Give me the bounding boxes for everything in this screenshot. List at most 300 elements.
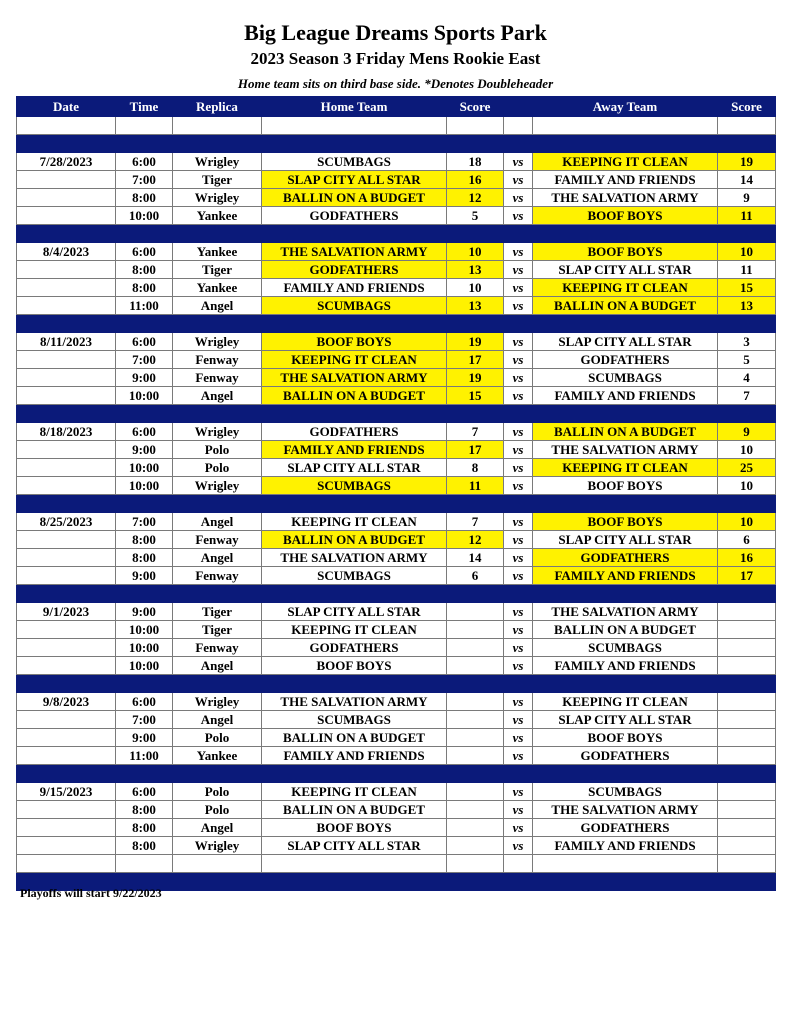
- empty-cell: [718, 585, 776, 603]
- away-team: SCUMBAGS: [533, 639, 718, 657]
- empty-cell: [447, 117, 504, 135]
- away-team: SLAP CITY ALL STAR: [533, 711, 718, 729]
- game-row: [17, 639, 776, 657]
- away-score: [718, 621, 776, 639]
- home-score: 18: [447, 153, 504, 171]
- away-score: 10: [718, 477, 776, 495]
- game-time: 8:00: [116, 819, 173, 837]
- column-header-home-team: Home Team: [262, 97, 447, 117]
- away-team: SCUMBAGS: [533, 369, 718, 387]
- away-team: KEEPING IT CLEAN: [533, 153, 718, 171]
- away-team: GODFATHERS: [533, 747, 718, 765]
- game-field: Polo: [173, 729, 262, 747]
- empty-cell: [116, 405, 173, 423]
- game-time: 6:00: [116, 243, 173, 261]
- home-score: 10: [447, 279, 504, 297]
- game-field: Tiger: [173, 603, 262, 621]
- away-score: [718, 711, 776, 729]
- empty-cell: [718, 675, 776, 693]
- home-team: SLAP CITY ALL STAR: [262, 837, 447, 855]
- game-row: [17, 531, 776, 549]
- home-score: 6: [447, 567, 504, 585]
- away-team: THE SALVATION ARMY: [533, 441, 718, 459]
- home-team: SCUMBAGS: [262, 153, 447, 171]
- game-field: Angel: [173, 819, 262, 837]
- empty-cell: [504, 135, 533, 153]
- empty-cell: [17, 225, 116, 243]
- empty-cell: [533, 585, 718, 603]
- home-team: SCUMBAGS: [262, 711, 447, 729]
- empty-cell: [533, 135, 718, 153]
- game-row: [17, 549, 776, 567]
- empty-cell: [447, 135, 504, 153]
- home-team: GODFATHERS: [262, 423, 447, 441]
- away-team: KEEPING IT CLEAN: [533, 459, 718, 477]
- home-score: [447, 711, 504, 729]
- game-row: [17, 207, 776, 225]
- game-field: Polo: [173, 783, 262, 801]
- game-row: [17, 369, 776, 387]
- week-separator: [17, 135, 776, 153]
- empty-cell: [718, 405, 776, 423]
- away-team: GODFATHERS: [533, 549, 718, 567]
- empty-cell: [533, 117, 718, 135]
- game-date: [17, 171, 116, 189]
- empty-cell: [17, 405, 116, 423]
- game-field: Wrigley: [173, 837, 262, 855]
- column-header-replica: Replica: [173, 97, 262, 117]
- empty-cell: [262, 855, 447, 873]
- game-date: [17, 207, 116, 225]
- home-team: KEEPING IT CLEAN: [262, 621, 447, 639]
- game-date: [17, 477, 116, 495]
- game-row: [17, 261, 776, 279]
- empty-cell: [173, 315, 262, 333]
- away-team: BOOF BOYS: [533, 243, 718, 261]
- vs-label: vs: [504, 441, 533, 459]
- game-row: [17, 387, 776, 405]
- empty-cell: [173, 873, 262, 891]
- away-score: 5: [718, 351, 776, 369]
- game-time: 9:00: [116, 441, 173, 459]
- home-score: 5: [447, 207, 504, 225]
- game-time: 10:00: [116, 207, 173, 225]
- game-row: [17, 171, 776, 189]
- empty-cell: [504, 765, 533, 783]
- home-team: BALLIN ON A BUDGET: [262, 387, 447, 405]
- game-row: [17, 747, 776, 765]
- away-team: FAMILY AND FRIENDS: [533, 657, 718, 675]
- home-score: 19: [447, 369, 504, 387]
- game-field: Yankee: [173, 279, 262, 297]
- vs-label: vs: [504, 621, 533, 639]
- game-date: [17, 621, 116, 639]
- game-row: [17, 513, 776, 531]
- away-team: THE SALVATION ARMY: [533, 801, 718, 819]
- game-time: 6:00: [116, 333, 173, 351]
- game-date: [17, 297, 116, 315]
- home-team: KEEPING IT CLEAN: [262, 783, 447, 801]
- empty-cell: [718, 873, 776, 891]
- empty-cell: [173, 675, 262, 693]
- away-score: [718, 801, 776, 819]
- home-score: [447, 693, 504, 711]
- empty-cell: [718, 855, 776, 873]
- game-time: 8:00: [116, 837, 173, 855]
- column-header-away-team: Away Team: [533, 97, 718, 117]
- game-field: Angel: [173, 711, 262, 729]
- home-score: 12: [447, 531, 504, 549]
- empty-cell: [504, 855, 533, 873]
- away-score: [718, 819, 776, 837]
- vs-label: vs: [504, 369, 533, 387]
- game-time: 6:00: [116, 783, 173, 801]
- empty-cell: [718, 315, 776, 333]
- game-date: [17, 459, 116, 477]
- schedule-table: [16, 96, 776, 891]
- away-score: [718, 639, 776, 657]
- away-team: KEEPING IT CLEAN: [533, 279, 718, 297]
- away-score: 19: [718, 153, 776, 171]
- game-date: [17, 837, 116, 855]
- vs-label: vs: [504, 423, 533, 441]
- game-date: [17, 441, 116, 459]
- empty-cell: [447, 855, 504, 873]
- blank-row: [17, 117, 776, 135]
- empty-cell: [173, 405, 262, 423]
- vs-label: vs: [504, 711, 533, 729]
- away-score: [718, 837, 776, 855]
- empty-cell: [504, 315, 533, 333]
- empty-cell: [262, 225, 447, 243]
- empty-cell: [504, 405, 533, 423]
- home-team: BALLIN ON A BUDGET: [262, 531, 447, 549]
- home-score: 15: [447, 387, 504, 405]
- game-row: [17, 477, 776, 495]
- empty-cell: [447, 315, 504, 333]
- game-date: [17, 261, 116, 279]
- vs-label: vs: [504, 603, 533, 621]
- away-score: 25: [718, 459, 776, 477]
- game-time: 9:00: [116, 567, 173, 585]
- game-field: Polo: [173, 459, 262, 477]
- game-time: 9:00: [116, 729, 173, 747]
- away-team: SLAP CITY ALL STAR: [533, 333, 718, 351]
- game-row: [17, 279, 776, 297]
- empty-cell: [262, 765, 447, 783]
- away-score: [718, 729, 776, 747]
- vs-label: vs: [504, 153, 533, 171]
- game-row: [17, 693, 776, 711]
- game-time: 8:00: [116, 189, 173, 207]
- away-score: 7: [718, 387, 776, 405]
- home-team: GODFATHERS: [262, 261, 447, 279]
- game-date: [17, 189, 116, 207]
- game-row: [17, 189, 776, 207]
- away-team: FAMILY AND FRIENDS: [533, 837, 718, 855]
- game-row: [17, 603, 776, 621]
- game-date: [17, 531, 116, 549]
- vs-label: vs: [504, 837, 533, 855]
- game-field: Angel: [173, 657, 262, 675]
- home-team: BALLIN ON A BUDGET: [262, 729, 447, 747]
- game-row: [17, 297, 776, 315]
- away-team: THE SALVATION ARMY: [533, 603, 718, 621]
- vs-label: vs: [504, 297, 533, 315]
- away-score: 4: [718, 369, 776, 387]
- game-time: 7:00: [116, 711, 173, 729]
- away-team: GODFATHERS: [533, 351, 718, 369]
- away-team: FAMILY AND FRIENDS: [533, 171, 718, 189]
- game-row: [17, 441, 776, 459]
- vs-label: vs: [504, 351, 533, 369]
- vs-label: vs: [504, 639, 533, 657]
- empty-cell: [447, 495, 504, 513]
- empty-cell: [533, 225, 718, 243]
- home-team: KEEPING IT CLEAN: [262, 351, 447, 369]
- empty-cell: [116, 495, 173, 513]
- vs-label: vs: [504, 387, 533, 405]
- game-field: Fenway: [173, 531, 262, 549]
- game-field: Wrigley: [173, 423, 262, 441]
- game-date: [17, 387, 116, 405]
- game-row: [17, 657, 776, 675]
- empty-cell: [504, 495, 533, 513]
- week-separator: [17, 765, 776, 783]
- game-time: 10:00: [116, 657, 173, 675]
- week-separator: [17, 585, 776, 603]
- empty-cell: [447, 873, 504, 891]
- away-score: 16: [718, 549, 776, 567]
- home-team: BOOF BOYS: [262, 819, 447, 837]
- game-row: [17, 837, 776, 855]
- empty-cell: [17, 135, 116, 153]
- away-team: BOOF BOYS: [533, 513, 718, 531]
- home-score: 11: [447, 477, 504, 495]
- game-row: [17, 711, 776, 729]
- game-time: 10:00: [116, 459, 173, 477]
- home-team: SCUMBAGS: [262, 297, 447, 315]
- vs-label: vs: [504, 531, 533, 549]
- empty-cell: [116, 675, 173, 693]
- home-team: FAMILY AND FRIENDS: [262, 279, 447, 297]
- game-time: 8:00: [116, 549, 173, 567]
- away-team: SCUMBAGS: [533, 783, 718, 801]
- playoffs-note: Playoffs will start 9/22/2023: [20, 886, 162, 900]
- empty-cell: [262, 495, 447, 513]
- game-date: [17, 369, 116, 387]
- empty-cell: [533, 495, 718, 513]
- game-field: Angel: [173, 387, 262, 405]
- home-team: SCUMBAGS: [262, 567, 447, 585]
- home-team: SLAP CITY ALL STAR: [262, 171, 447, 189]
- empty-cell: [262, 675, 447, 693]
- page-subtitle: 2023 Season 3 Friday Mens Rookie East: [250, 49, 541, 68]
- empty-cell: [17, 675, 116, 693]
- home-team: FAMILY AND FRIENDS: [262, 747, 447, 765]
- away-score: [718, 747, 776, 765]
- game-row: [17, 729, 776, 747]
- away-score: [718, 783, 776, 801]
- away-score: 14: [718, 171, 776, 189]
- home-team: THE SALVATION ARMY: [262, 369, 447, 387]
- home-team: GODFATHERS: [262, 207, 447, 225]
- away-team: BOOF BOYS: [533, 477, 718, 495]
- game-date: [17, 747, 116, 765]
- empty-cell: [262, 405, 447, 423]
- game-date: [17, 279, 116, 297]
- game-row: [17, 819, 776, 837]
- vs-label: vs: [504, 657, 533, 675]
- game-field: Fenway: [173, 369, 262, 387]
- empty-cell: [718, 117, 776, 135]
- game-date: [17, 801, 116, 819]
- game-time: 6:00: [116, 693, 173, 711]
- away-score: 11: [718, 207, 776, 225]
- empty-cell: [262, 585, 447, 603]
- game-row: [17, 621, 776, 639]
- week-separator: [17, 315, 776, 333]
- vs-label: vs: [504, 801, 533, 819]
- game-time: 6:00: [116, 153, 173, 171]
- empty-cell: [173, 117, 262, 135]
- game-field: Fenway: [173, 639, 262, 657]
- empty-cell: [533, 873, 718, 891]
- home-score: [447, 657, 504, 675]
- game-field: Wrigley: [173, 693, 262, 711]
- empty-cell: [447, 675, 504, 693]
- away-team: FAMILY AND FRIENDS: [533, 387, 718, 405]
- game-time: 8:00: [116, 261, 173, 279]
- game-row: [17, 801, 776, 819]
- away-team: BALLIN ON A BUDGET: [533, 423, 718, 441]
- away-team: BALLIN ON A BUDGET: [533, 297, 718, 315]
- game-time: 10:00: [116, 621, 173, 639]
- home-team: KEEPING IT CLEAN: [262, 513, 447, 531]
- column-header-vs: [504, 97, 533, 117]
- away-score: [718, 603, 776, 621]
- game-date: [17, 729, 116, 747]
- home-score: [447, 783, 504, 801]
- week-separator: [17, 225, 776, 243]
- empty-cell: [116, 315, 173, 333]
- vs-label: vs: [504, 513, 533, 531]
- home-score: 12: [447, 189, 504, 207]
- home-team: SLAP CITY ALL STAR: [262, 603, 447, 621]
- empty-cell: [504, 873, 533, 891]
- away-score: 9: [718, 423, 776, 441]
- empty-cell: [447, 405, 504, 423]
- home-score: [447, 639, 504, 657]
- game-row: [17, 153, 776, 171]
- game-date: [17, 657, 116, 675]
- away-score: 6: [718, 531, 776, 549]
- game-date: 8/11/2023: [17, 333, 116, 351]
- game-field: Polo: [173, 441, 262, 459]
- empty-cell: [173, 495, 262, 513]
- empty-cell: [504, 675, 533, 693]
- away-team: SLAP CITY ALL STAR: [533, 261, 718, 279]
- vs-label: vs: [504, 333, 533, 351]
- home-team: BALLIN ON A BUDGET: [262, 801, 447, 819]
- empty-cell: [17, 117, 116, 135]
- game-date: [17, 351, 116, 369]
- home-score: 17: [447, 441, 504, 459]
- game-date: 9/1/2023: [17, 603, 116, 621]
- game-row: [17, 567, 776, 585]
- away-team: BALLIN ON A BUDGET: [533, 621, 718, 639]
- game-time: 8:00: [116, 279, 173, 297]
- home-score: [447, 747, 504, 765]
- empty-cell: [17, 315, 116, 333]
- home-team: FAMILY AND FRIENDS: [262, 441, 447, 459]
- game-date: 8/4/2023: [17, 243, 116, 261]
- away-team: FAMILY AND FRIENDS: [533, 567, 718, 585]
- away-team: KEEPING IT CLEAN: [533, 693, 718, 711]
- empty-cell: [173, 585, 262, 603]
- game-time: 9:00: [116, 369, 173, 387]
- game-field: Tiger: [173, 261, 262, 279]
- empty-cell: [17, 585, 116, 603]
- blank-row: [17, 855, 776, 873]
- game-field: Fenway: [173, 351, 262, 369]
- away-score: 15: [718, 279, 776, 297]
- column-header-away-score: Score: [718, 97, 776, 117]
- game-time: 9:00: [116, 603, 173, 621]
- away-score: 10: [718, 441, 776, 459]
- home-score: 14: [447, 549, 504, 567]
- vs-label: vs: [504, 819, 533, 837]
- week-separator: [17, 675, 776, 693]
- vs-label: vs: [504, 243, 533, 261]
- home-team: BOOF BOYS: [262, 657, 447, 675]
- away-team: SLAP CITY ALL STAR: [533, 531, 718, 549]
- empty-cell: [533, 675, 718, 693]
- home-score: 13: [447, 261, 504, 279]
- empty-cell: [504, 585, 533, 603]
- vs-label: vs: [504, 171, 533, 189]
- game-time: 11:00: [116, 747, 173, 765]
- home-team: SCUMBAGS: [262, 477, 447, 495]
- game-time: 10:00: [116, 387, 173, 405]
- game-time: 8:00: [116, 801, 173, 819]
- empty-cell: [447, 225, 504, 243]
- game-date: 7/28/2023: [17, 153, 116, 171]
- away-team: GODFATHERS: [533, 819, 718, 837]
- empty-cell: [173, 765, 262, 783]
- home-score: [447, 801, 504, 819]
- game-date: 8/25/2023: [17, 513, 116, 531]
- empty-cell: [718, 765, 776, 783]
- game-time: 11:00: [116, 297, 173, 315]
- game-row: [17, 333, 776, 351]
- vs-label: vs: [504, 783, 533, 801]
- empty-cell: [116, 135, 173, 153]
- home-score: 13: [447, 297, 504, 315]
- empty-cell: [116, 585, 173, 603]
- empty-cell: [718, 225, 776, 243]
- game-date: 9/8/2023: [17, 693, 116, 711]
- away-score: 9: [718, 189, 776, 207]
- game-field: Fenway: [173, 567, 262, 585]
- empty-cell: [262, 135, 447, 153]
- away-team: THE SALVATION ARMY: [533, 189, 718, 207]
- away-score: 13: [718, 297, 776, 315]
- vs-label: vs: [504, 693, 533, 711]
- vs-label: vs: [504, 477, 533, 495]
- away-score: 17: [718, 567, 776, 585]
- vs-label: vs: [504, 207, 533, 225]
